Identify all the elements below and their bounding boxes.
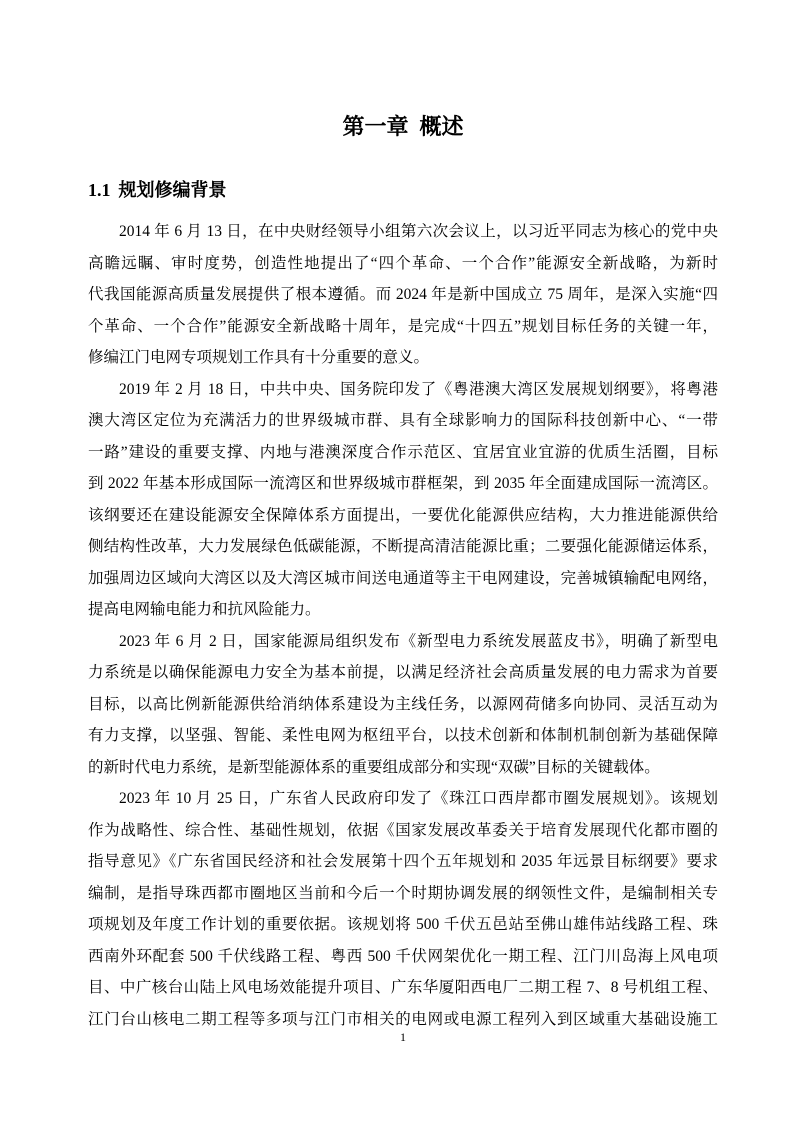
paragraph-line: 个革命、一个合作”能源安全新战略十周年，是完成“十四五”规划目标任务的关键一年，: [88, 317, 718, 335]
paragraph-line: 目、中广核台山陆上风电场效能提升项目、广东华厦阳西电厂二期工程 7、8 号机组工程、: [88, 979, 718, 996]
paragraph-line: 加强周边区域向大湾区以及大湾区城市间送电通道等主干电网建设，完善城镇输配电网络，: [88, 569, 718, 587]
paragraph-line: 提高电网输电能力和抗风险能力。: [88, 601, 321, 618]
paragraph-line: 西南外环配套 500 千伏线路工程、粤西 500 千伏网架优化一期工程、江门川岛海上风电项: [88, 947, 718, 965]
chapter-title: 第一章 概述: [342, 114, 464, 139]
paragraph-line: 2023 年 6 月 2 日，国家能源局组织发布《新型电力系统发展蓝皮书》，明确了新型电: [119, 632, 718, 650]
section-title: 规划修编背景: [118, 180, 227, 200]
section-heading: [88, 176, 227, 204]
paragraph-line: 澳大湾区定位为充满活力的世界级城市群、具有全球影响力的国际科技创新中心、“一带: [88, 412, 718, 429]
paragraph-line: 一路”建设的重要支撑、内地与港澳深度合作示范区、宜居宜业宜游的优质生活圈，目标: [88, 443, 718, 461]
paragraph-line: 的新时代电力系统，是新型能源体系的重要组成部分和实现“双碳”目标的关键载体。: [88, 758, 660, 776]
paragraph-line: 到 2022 年基本形成国际一流湾区和世界级城市群框架，到 2035 年全面建成国际一流湾区。: [88, 475, 718, 492]
paragraph-line: 该纲要还在建设能源安全保障体系方面提出，一要优化能源供应结构，大力推进能源供给: [88, 506, 718, 524]
body-text: [88, 216, 718, 1035]
paragraph-line: 2014 年 6 月 13 日，在中央财经领导小组第六次会议上，以习近平同志为核心的党中央: [119, 223, 718, 240]
paragraph-line: 有力支撑，以坚强、智能、柔性电网为枢纽平台，以技术创新和体制机制创新为基础保障: [88, 727, 718, 744]
paragraph-line: 2023 年 10 月 25 日，广东省人民政府印发了《珠江口西岸都市圈发展规划》。该规划: [119, 790, 718, 807]
page-number: 1: [400, 1030, 406, 1044]
section-number: 1.1: [88, 180, 111, 200]
paragraph: [88, 374, 718, 626]
paragraph-line: 侧结构性改革，大力发展绿色低碳能源，不断提高清洁能源比重；二要强化能源储运体系，: [88, 538, 718, 555]
paragraph: [88, 626, 718, 784]
paragraph-line: 作为战略性、综合性、基础性规划，依据《国家发展改革委关于培育发展现代化都市圈的: [88, 821, 718, 839]
paragraph-line: 编制，是指导珠西都市圈地区当前和今后一个时期协调发展的纲领性文件，是编制相关专: [88, 884, 718, 902]
paragraph-line: 指导意见》《广东省国民经济和社会发展第十四个五年规划和 2035 年远景目标纲要》要求: [88, 853, 718, 870]
paragraph-line: 修编江门电网专项规划工作具有十分重要的意义。: [88, 349, 430, 366]
paragraph: [88, 783, 718, 1035]
paragraph-line: 代我国能源高质量发展提供了根本遵循。而 2024 年是新中国成立 75 周年，是深入实施“四: [88, 286, 718, 303]
paragraph-line: 力系统是以确保能源电力安全为基本前提，以满足经济社会高质量发展的电力需求为首要: [88, 664, 718, 681]
paragraph: [88, 216, 718, 374]
paragraph-line: 高瞻远瞩、审时度势，创造性地提出了“四个革命、一个合作”能源安全新战略，为新时: [88, 254, 718, 272]
paragraph-line: 2019 年 2 月 18 日，中共中央、国务院印发了《粤港澳大湾区发展规划纲要》，将粤港: [119, 380, 718, 398]
paragraph-line: 江门台山核电二期工程等多项与江门市相关的电网或电源工程列入到区域重大基础设施工: [88, 1010, 718, 1028]
paragraph-line: 项规划及年度工作计划的重要依据。该规划将 500 千伏五邑站至佛山雄伟站线路工程、珠: [88, 916, 718, 933]
paragraph-line: 目标，以高比例新能源供给消纳体系建设为主线任务，以源网荷储多向协同、灵活互动为: [88, 695, 718, 713]
